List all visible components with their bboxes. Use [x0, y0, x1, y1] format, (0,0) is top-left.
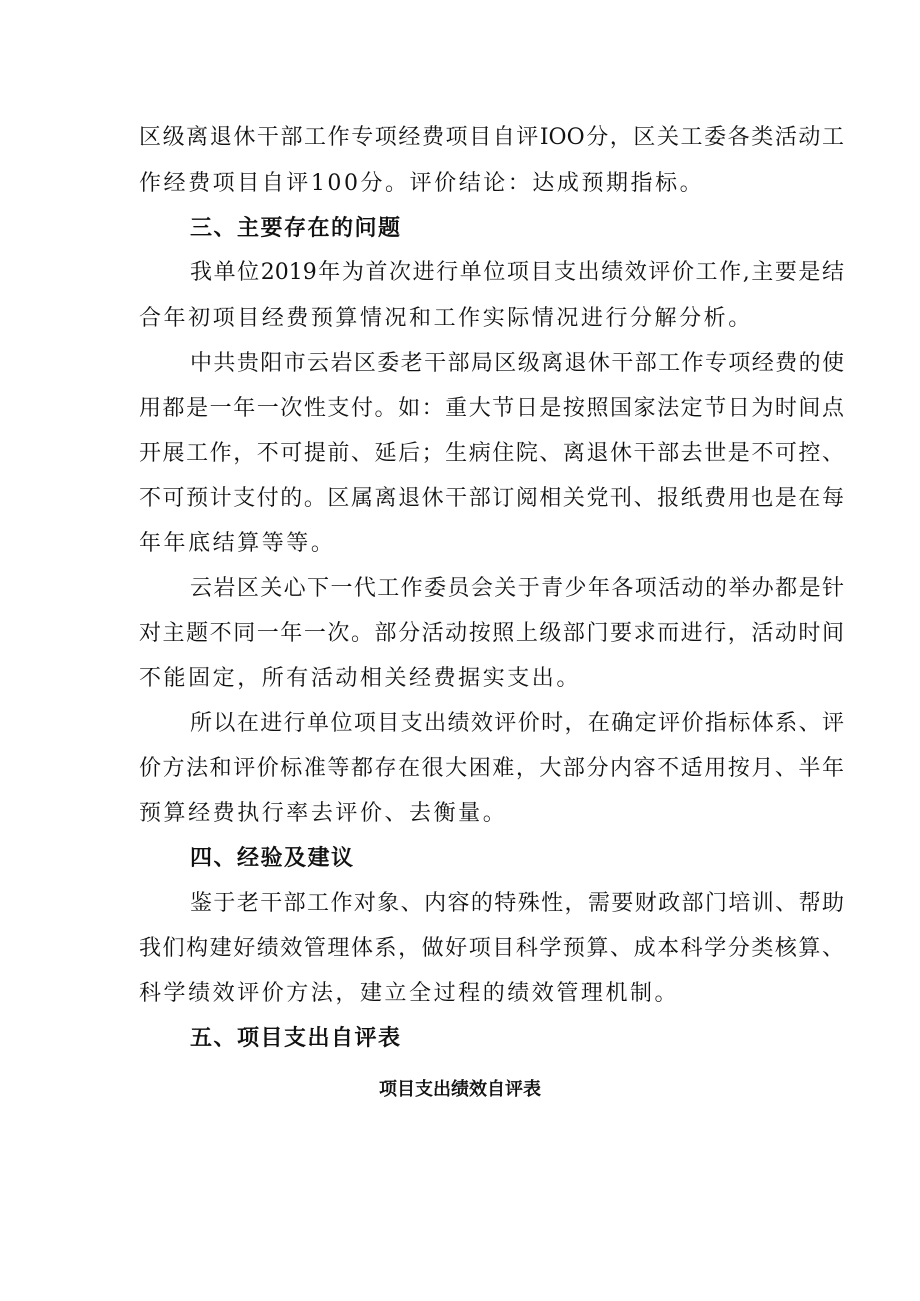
- paragraph-line: 预算经费执行率去评价、去衡量。: [139, 801, 508, 826]
- section-heading: 四、经验及建议: [190, 846, 355, 871]
- paragraph-line: 区级离退休干部工作专项经费项目自评IOO分，区关工委各类活动工: [139, 125, 844, 150]
- paragraph-line: 所以在进行单位项目支出绩效评价时，在确定评价指标体系、评: [190, 711, 844, 736]
- paragraph-line: 中共贵阳市云岩区委老干部局区级离退休干部工作专项经费的使: [190, 351, 844, 376]
- paragraph-line: 云岩区关心下一代工作委员会关于青少年各项活动的举办都是针: [190, 576, 844, 601]
- section-heading: 五、项目支出自评表: [190, 1026, 402, 1051]
- paragraph-line: 合年初项目经费预算情况和工作实际情况进行分解分析。: [139, 306, 753, 331]
- table-title: 项目支出绩效自评表: [379, 1079, 541, 1100]
- section-heading: 三、主要存在的问题: [190, 216, 402, 241]
- paragraph-line: 对主题不同一年一次。部分活动按照上级部门要求而进行，活动时间: [139, 621, 844, 646]
- paragraph-line: 鉴于老干部工作对象、内容的特殊性，需要财政部门培训、帮助: [190, 891, 844, 916]
- paragraph-line: 我们构建好绩效管理体系，做好项目科学预算、成本科学分类核算、: [139, 936, 844, 961]
- paragraph-line: 价方法和评价标准等都存在很大困难，大部分内容不适用按月、半年: [139, 756, 844, 781]
- paragraph-line: 不能固定，所有活动相关经费据实支出。: [139, 666, 581, 691]
- paragraph-line: 年年底结算等等。: [139, 531, 336, 556]
- paragraph-line: 开展工作，不可提前、延后；生病住院、离退休干部去世是不可控、: [139, 441, 844, 466]
- paragraph-line: 科学绩效评价方法，建立全过程的绩效管理机制。: [139, 981, 680, 1006]
- paragraph-line: 作经费项目自评100分。评价结论：达成预期指标。: [139, 171, 705, 196]
- paragraph-line: 用都是一年一次性支付。如：重大节日是按照国家法定节日为时间点: [139, 396, 844, 421]
- paragraph-line: 不可预计支付的。区属离退休干部订阅相关党刊、报纸费用也是在每: [139, 486, 844, 511]
- paragraph-line: 我单位2019年为首次进行单位项目支出绩效评价工作,主要是结: [190, 260, 844, 285]
